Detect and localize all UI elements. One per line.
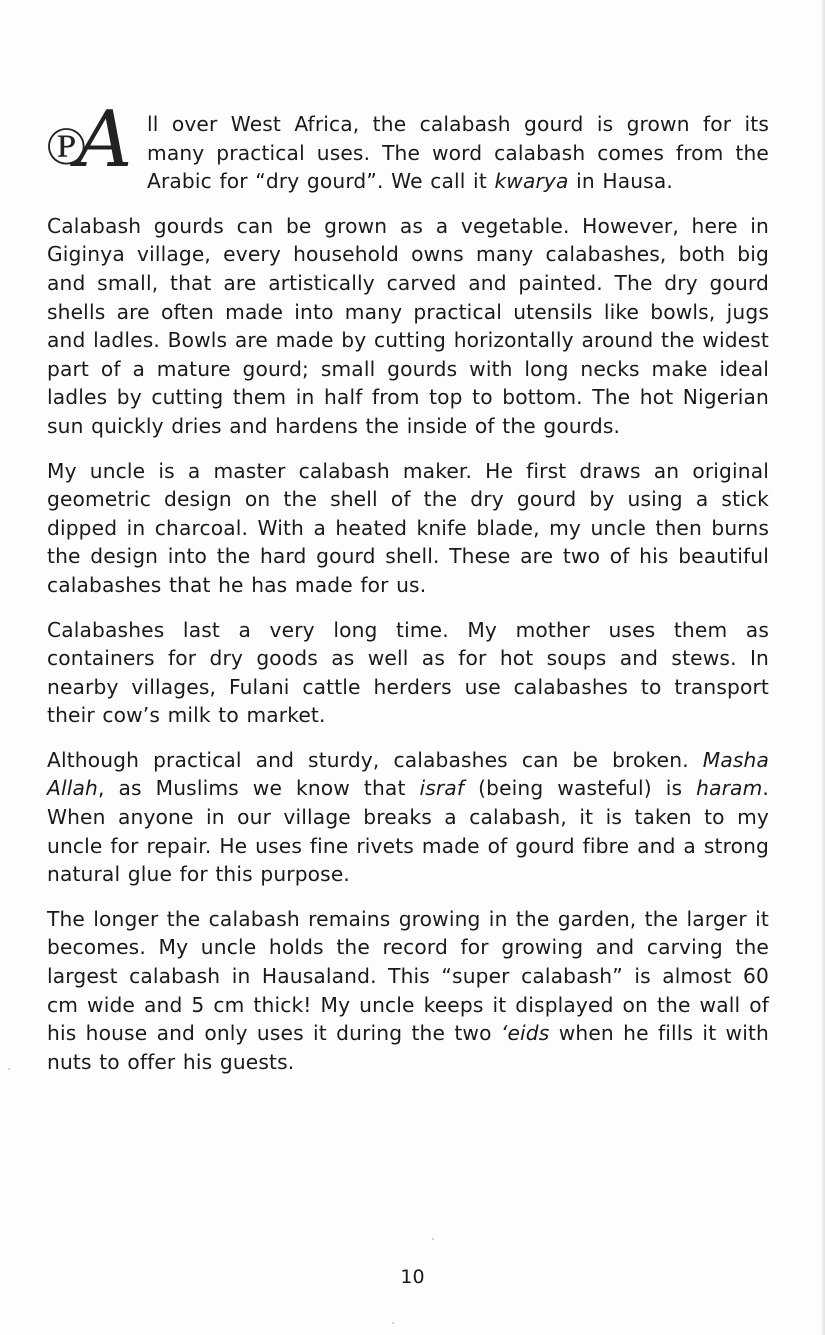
paragraph-text: [47, 907, 769, 1074]
text-run: My uncle is a master calabash maker. He first draws an original geometric design on the shell of the dry gourd by using a stick dipped in charcoal. With a heated knife blade, my uncle then burns the design into the hard gourd shell. These are two of his beautiful calabashes that he has made for us.: [47, 458, 769, 597]
text-run: Calabashes last a very long time. My mother uses them as containers for dry goods as well as for hot soups and stews. In nearby villages, Fulani cattle herders use calabashes to transport their cow’s milk to market.: [47, 617, 769, 728]
italic-term: israf: [419, 776, 465, 801]
italic-term: ‘eids: [500, 1021, 550, 1046]
text-run: when he fills it with nuts to offer his guests.: [47, 1021, 769, 1074]
paragraph: [47, 457, 769, 600]
paragraph-text: [47, 214, 769, 438]
text-run: The longer the calabash remains growing in the garden, the larger it becomes. My uncle holds the record for growing and carving the largest calabash in Hausaland. This “super calabash” is almost 60 cm wide and 5 cm thick! My uncle keeps it displayed on the wall of his house and only uses it during the two: [47, 906, 769, 1046]
paragraph-text: [47, 748, 769, 886]
page-number: 10: [400, 1266, 425, 1288]
scan-speck: [392, 1322, 394, 1324]
text-run: Calabash gourds can be grown as a vegetable. However, here in Giginya village, every household owns many calabashes, both big and small, that are artistically carved and painted. The dry gourd shells are often made into many practical utensils like bowls, jugs and ladles. Bowls are made by cutting horizontally around the widest part of a mature gourd; small gourds with long necks make ideal ladles by cutting them in half from top to bottom. The hot Nigerian sun quickly dries and hardens the inside of the gourds.: [47, 213, 769, 438]
text-run: (being wasteful) is: [464, 776, 697, 801]
paragraph-text: [47, 459, 769, 597]
italic-term: kwarya: [494, 169, 569, 194]
scan-speck: [432, 1238, 434, 1240]
dropcap-letter: A: [76, 95, 129, 185]
article-body: [45, 95, 769, 1092]
text-run: . When anyone in our village breaks a calabash, it is taken to my uncle for repair. He uses fine rivets made of gourd fibre and a strong natural glue for this purpose.: [47, 776, 769, 887]
text-run: ll over West Africa, the calabash gourd is grown for its many practical uses. The word calabash comes from the Arabic for “dry gourd”. We call it: [147, 112, 769, 194]
italic-term: haram: [696, 776, 763, 801]
paragraph: [47, 746, 769, 889]
decorative-dropcap: ℗A: [45, 95, 129, 185]
paragraph: [45, 95, 769, 196]
italic-term: Masha Allah: [47, 747, 769, 801]
scan-speck: [8, 1068, 10, 1070]
paragraph: [47, 212, 769, 441]
paragraph: [47, 905, 769, 1077]
paragraph: [47, 616, 769, 730]
text-run: Although practical and sturdy, calabashes can be broken.: [47, 747, 703, 772]
paragraph-text: [47, 618, 769, 728]
text-run: , as Muslims we know that: [97, 776, 420, 801]
text-run: in Hausa.: [568, 169, 673, 194]
paragraph-text: [147, 112, 769, 193]
